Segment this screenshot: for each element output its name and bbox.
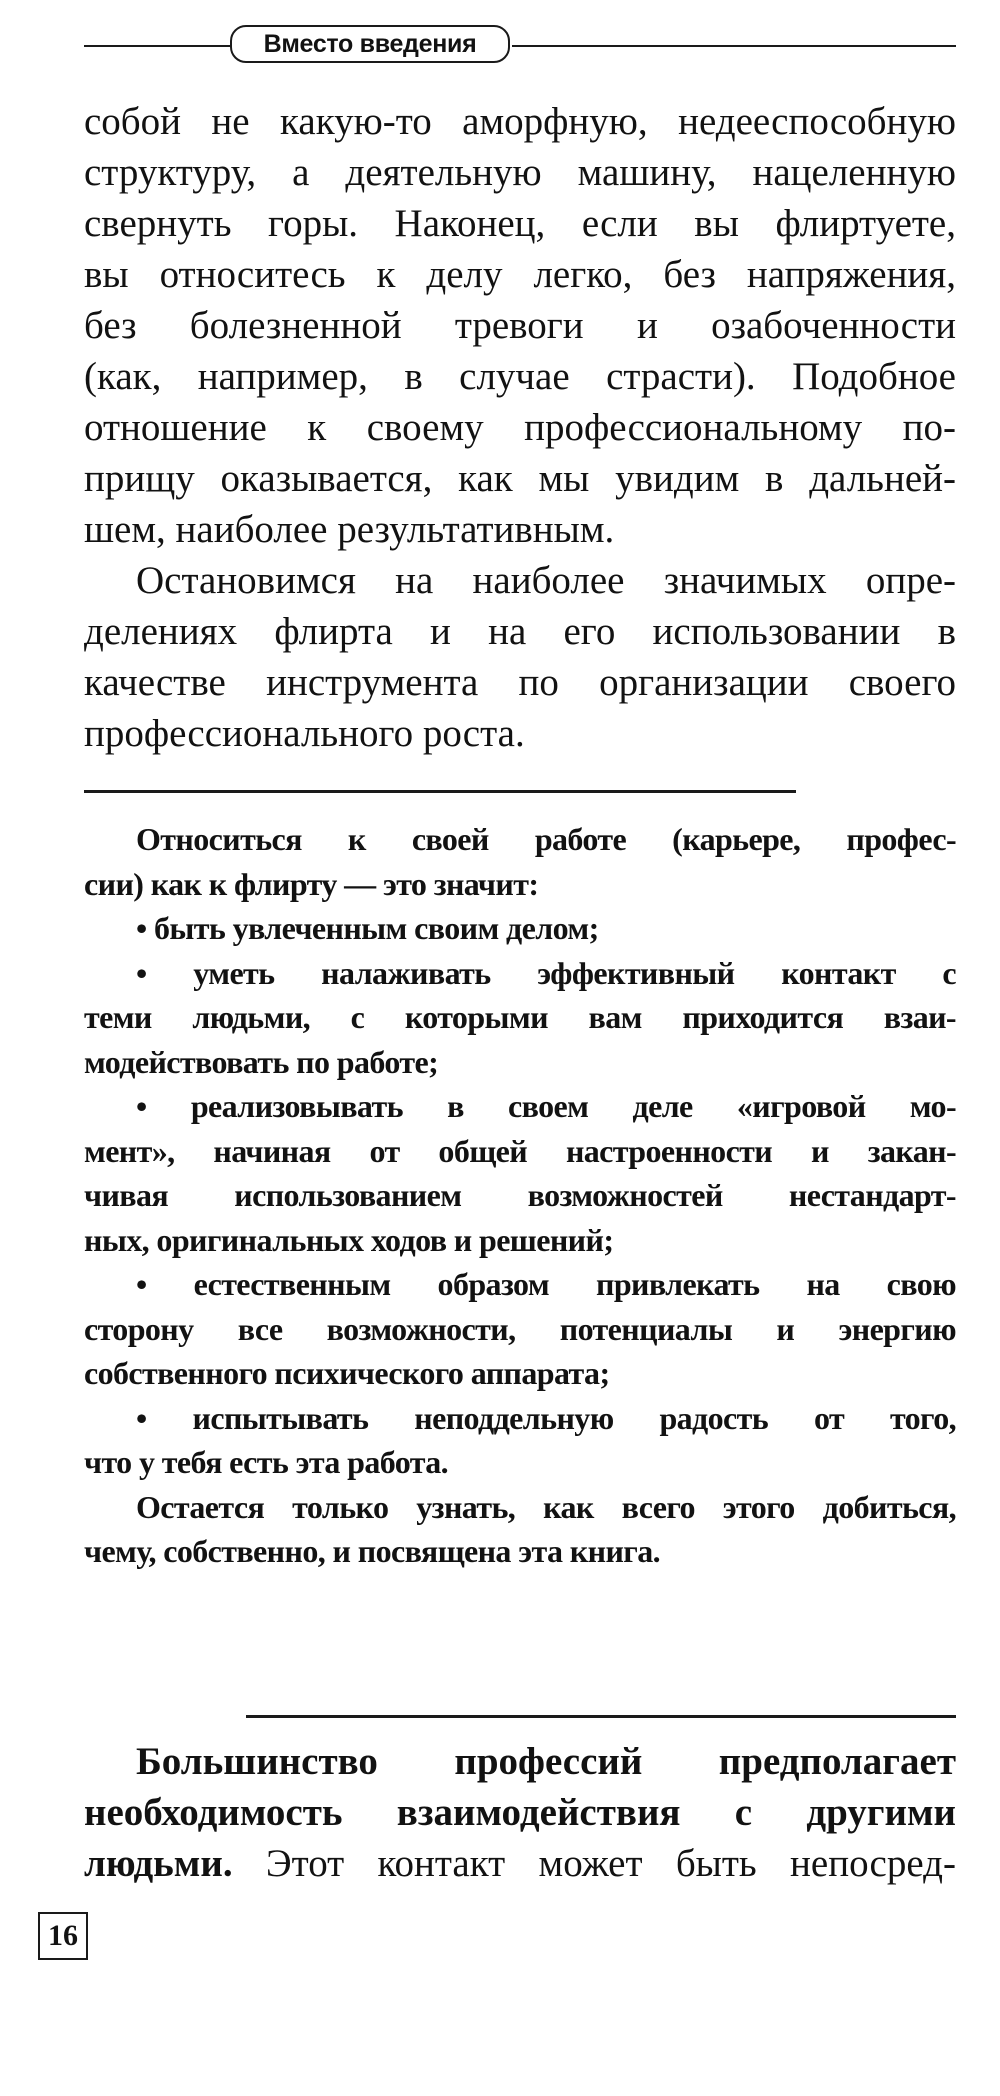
bold-word: людьми. [84,1842,233,1885]
text-line: отношение к своему профессиональному по- [84,406,956,449]
list-item: • уметь налаживать эффективный контакт с [136,954,956,991]
text-line: прищу оказывается, как мы увидим в дальней- [84,457,956,500]
text-line: профессионального роста. [84,712,525,755]
list-item: • быть увлеченным своим делом; [136,910,599,946]
text-line: необходимость взаимодействия с другими [84,1791,956,1834]
text-line: шем, наиболее результативным. [84,508,615,551]
text-line: Остановимся на наиболее значимых опре- [136,559,956,602]
list-item: • естественным образом привлекать на свою [136,1266,956,1302]
box-lead-line: Относиться к своей работе (карьере, профес- [136,821,956,857]
list-item-line: собственного психического аппарата; [84,1355,610,1391]
header-rule-left [84,45,232,47]
list-item-line: что у тебя есть эта работа. [84,1444,449,1480]
text-line [84,1838,956,1889]
list-item: • реализовывать в своем деле «игровой мо- [136,1088,956,1124]
text-line: без болезненной тревоги и озабоченности [84,304,956,347]
list-item: • испытывать неподдельную радость от того, [136,1399,956,1436]
second-paragraph [84,555,956,759]
running-head: Вместо введения [230,25,510,63]
text-line: качестве инструмента по организации своего [84,661,956,704]
text-line: свернуть горы. Наконец, если вы флиртуете, [84,202,956,245]
text-line: структуру, а деятельную машину, нацеленную [84,151,956,194]
box-closing-line: Остается только узнать, как всего этого добиться, [136,1488,956,1525]
text-line: вы относитесь к делу легко, без напряжения, [84,253,956,296]
header-rule-right [512,45,956,47]
list-item-line: теми людьми, с которыми вам приходится взаи- [84,999,956,1035]
list-item-line: модействовать по работе; [84,1043,439,1080]
box-lead-line: сии) как к флирту — это значит: [84,865,539,902]
key-points-box [84,817,956,1574]
text-line: делениях флирта и на его использовании в [84,610,956,653]
text-run: Этот контакт может быть непосред- [232,1842,956,1885]
list-item-line: мент», начиная от общей настроенности и закан- [84,1132,956,1169]
box-top-rule [84,790,796,793]
list-item-line: ных, оригинальных ходов и решений; [84,1221,614,1258]
list-item-line: сторону все возможности, потенциалы и энергию [84,1310,956,1347]
text-line: Большинство профессий предполагает [136,1740,956,1783]
text-line: (как, например, в случае страсти). Подобное [84,355,956,398]
page-number: 16 [38,1912,88,1960]
intro-paragraph [84,96,956,555]
text-line: собой не какую-то аморфную, недееспособную [84,100,956,143]
final-paragraph [84,1736,956,1889]
box-bottom-rule [246,1715,956,1718]
box-closing-line: чему, собственно, и посвящена эта книга. [84,1533,661,1569]
list-item-line: чивая использованием возможностей нестандарт- [84,1177,956,1213]
